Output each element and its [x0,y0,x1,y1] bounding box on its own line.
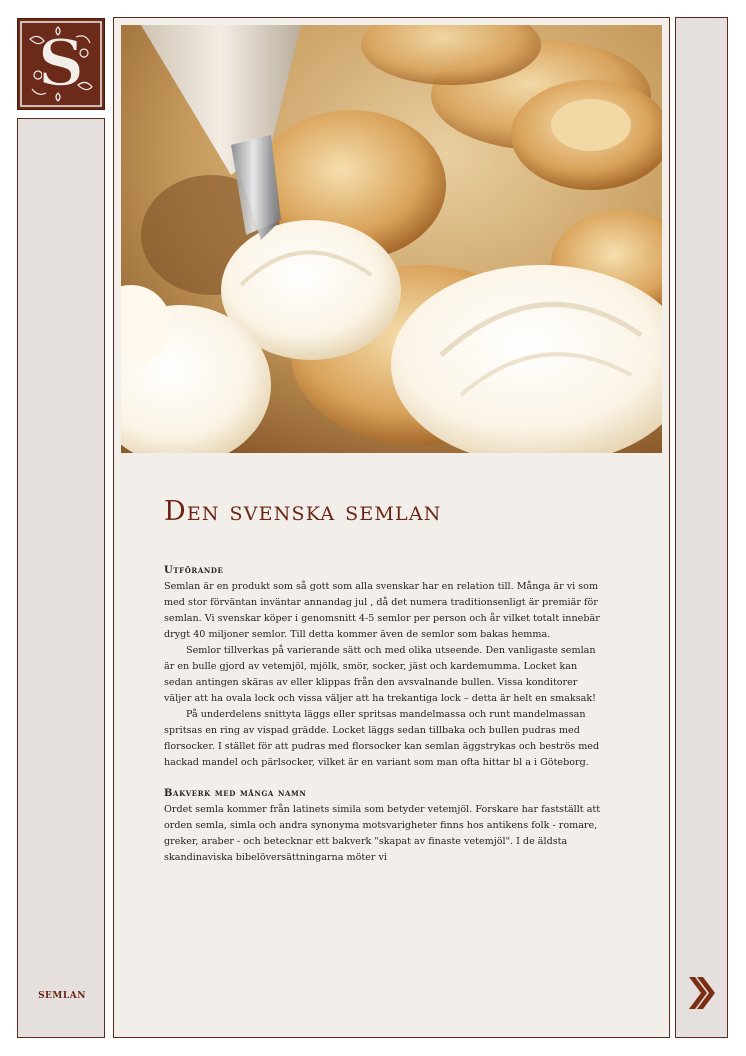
article-title: Den svenska semlan [164,496,442,527]
right-sidebar [675,17,728,1038]
section-heading: Bakverk med många namn [164,788,307,799]
paragraph: Semlan är en produkt som så gott som alla svenskar har en relation till. Många är vi som med stor förväntan inväntar annandag jul , då det numera traditionsenligt är premiär för semlan. Vi svenskar köper i genomsnitt 4-5 semlor per person och år vilket totalt innebär drygt 40 miljoner semlor. Till detta kommer även de semlor som bakas hemma. [164,581,600,640]
paragraph: Ordet semla kommer från latinets simila som betyder vetemjöl. Forskare har fastställt att orden semla, simla och andra synonyma motsvarigheter finns hos antikens folk - romare, greker, araber - och betecknar ett bakverk "skapat av finaste vetemjöl". I de äldsta skandinaviska bibelöversättningarna möter vi [164,804,601,863]
ornate-letter-s-logo [17,18,105,110]
paragraph: På underdelens snittyta läggs eller spritsas mandelmassa och runt mandelmassan spritsas en ring av vispad grädde. Locket läggs sedan tillbaka och bullen pudras med florsocker. I stället för att pudras med florsocker kan semlan äggstrykas och beströs med hackad mandel och pärlsocker, vilket är en variant som man ofta hittar bl a i Göteborg. [164,709,600,768]
semla-photo-illustration [121,25,662,453]
ornate-letter-s-icon [18,19,104,109]
article-body [164,563,604,866]
logo-letter: S [37,26,85,101]
left-sidebar [17,118,105,1038]
next-page-button[interactable] [687,975,717,1011]
hero-photo [121,25,662,453]
section-heading: Utförande [164,565,224,576]
main-content [113,17,670,1038]
double-chevron-right-icon [687,975,717,1011]
section-label[interactable]: SEMLAN [38,991,86,1001]
paragraph: Semlor tillverkas på varierande sätt och med olika utseende. Den vanligaste semlan är en bulle gjord av vetemjöl, mjölk, smör, socker, jäst och kardemumma. Locket kan sedan antingen skäras av eller klippas från den avsvalnande bullen. Vissa konditorer väljer att ha ovala lock och vissa väljer att ha trekantiga lock – detta är helt en smaksak! [164,645,597,704]
